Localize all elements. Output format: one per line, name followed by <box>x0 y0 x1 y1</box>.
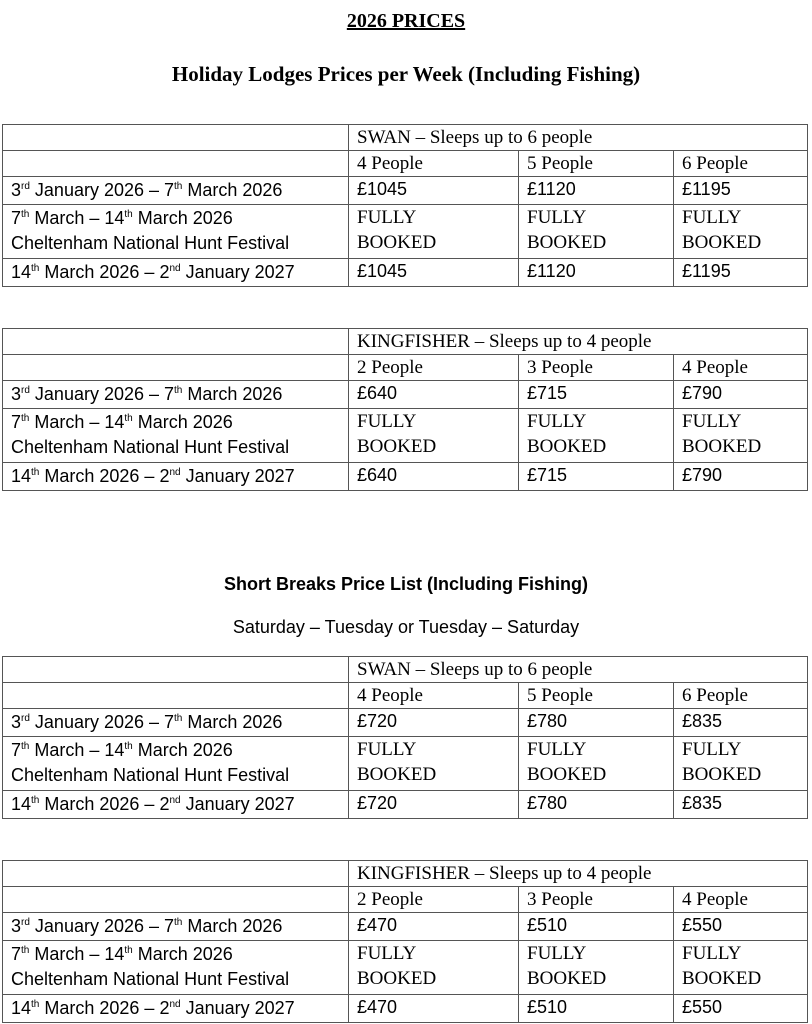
ordinal-suffix: th <box>124 945 133 956</box>
lodge-name: KINGFISHER – Sleeps up to 4 people <box>349 329 808 355</box>
fully-booked-cell: FULLY BOOKED <box>519 205 674 259</box>
column-header: 5 People <box>519 683 674 709</box>
period-text: March 2026 <box>182 712 283 732</box>
lodge-header-row <box>3 125 808 151</box>
period-text: January 2027 <box>180 466 295 486</box>
table-row <box>3 381 808 409</box>
period-text: 3 <box>11 916 22 936</box>
ordinal-suffix: th <box>21 209 30 220</box>
period-text: 3 <box>11 384 22 404</box>
price-cell: £510 <box>519 913 674 941</box>
period-text: January 2027 <box>180 794 295 814</box>
empty-cell <box>3 151 349 177</box>
period-text: January 2026 – 7 <box>29 180 175 200</box>
period-cell <box>3 791 349 819</box>
price-cell: £640 <box>349 381 519 409</box>
price-cell: £470 <box>349 913 519 941</box>
ordinal-suffix: th <box>21 413 30 424</box>
price-cell: £1045 <box>349 259 519 287</box>
ordinal-suffix: nd <box>169 263 181 274</box>
price-cell: £1120 <box>519 259 674 287</box>
price-cell: £550 <box>674 995 808 1023</box>
occupancy-header-row <box>3 151 808 177</box>
period-text: March 2026 <box>182 180 283 200</box>
table-row <box>3 259 808 287</box>
period-text: January 2026 – 7 <box>29 712 175 732</box>
lodge-name: SWAN – Sleeps up to 6 people <box>349 125 808 151</box>
empty-cell <box>3 683 349 709</box>
ordinal-suffix: rd <box>21 713 30 724</box>
weekly-prices-heading: Holiday Lodges Prices per Week (Including Fishing) <box>171 62 641 86</box>
empty-cell <box>3 861 349 887</box>
period-note: Cheltenham National Hunt Festival <box>11 233 290 253</box>
period-text: January 2027 <box>180 998 295 1018</box>
table-row <box>3 737 808 791</box>
period-text: 3 <box>11 180 22 200</box>
period-text: 3 <box>11 712 22 732</box>
empty-cell <box>3 125 349 151</box>
period-text: 7 <box>11 740 22 760</box>
lodge-name: SWAN – Sleeps up to 6 people <box>349 657 808 683</box>
period-text: March – 14 <box>29 208 125 228</box>
fully-booked-cell: FULLY BOOKED <box>519 737 674 791</box>
occupancy-header-row <box>3 887 808 913</box>
column-header: 4 People <box>349 151 519 177</box>
price-cell: £790 <box>674 381 808 409</box>
lodge-header-row <box>3 861 808 887</box>
page-title: 2026 PRICES <box>346 10 466 32</box>
ordinal-suffix: nd <box>169 467 181 478</box>
period-note: Cheltenham National Hunt Festival <box>11 765 290 785</box>
ordinal-suffix: th <box>124 413 133 424</box>
ordinal-suffix: th <box>21 741 30 752</box>
ordinal-suffix: th <box>174 917 183 928</box>
period-note: Cheltenham National Hunt Festival <box>11 969 290 989</box>
price-cell: £550 <box>674 913 808 941</box>
table-row <box>3 409 808 463</box>
fully-booked-cell: FULLY BOOKED <box>674 205 808 259</box>
price-cell: £1195 <box>674 259 808 287</box>
period-cell <box>3 381 349 409</box>
period-cell <box>3 995 349 1023</box>
ordinal-suffix: th <box>31 999 40 1010</box>
column-header: 4 People <box>349 683 519 709</box>
column-header: 6 People <box>674 151 808 177</box>
ordinal-suffix: th <box>174 181 183 192</box>
price-cell: £835 <box>674 791 808 819</box>
ordinal-suffix: th <box>31 467 40 478</box>
column-header: 5 People <box>519 151 674 177</box>
period-cell <box>3 709 349 737</box>
price-cell: £640 <box>349 463 519 491</box>
period-cell <box>3 737 349 791</box>
column-header: 2 People <box>349 887 519 913</box>
ordinal-suffix: rd <box>21 917 30 928</box>
occupancy-header-row <box>3 355 808 381</box>
period-text: 7 <box>11 208 22 228</box>
table-row <box>3 177 808 205</box>
period-text: March 2026 <box>182 384 283 404</box>
period-text: March – 14 <box>29 412 125 432</box>
period-text: 14 <box>11 466 32 486</box>
period-text: March 2026 – 2 <box>39 262 170 282</box>
weekly-swan-table <box>2 124 808 287</box>
period-cell <box>3 463 349 491</box>
period-text: 7 <box>11 412 22 432</box>
period-cell <box>3 177 349 205</box>
weekly-kingfisher-table <box>2 328 808 491</box>
short-breaks-kingfisher-table <box>2 860 808 1023</box>
price-cell: £790 <box>674 463 808 491</box>
period-text: January 2026 – 7 <box>29 916 175 936</box>
ordinal-suffix: th <box>124 209 133 220</box>
period-note: Cheltenham National Hunt Festival <box>11 437 290 457</box>
price-cell: £470 <box>349 995 519 1023</box>
fully-booked-cell: FULLY BOOKED <box>519 941 674 995</box>
price-cell: £1045 <box>349 177 519 205</box>
table-row <box>3 995 808 1023</box>
lodge-name: KINGFISHER – Sleeps up to 4 people <box>349 861 808 887</box>
ordinal-suffix: rd <box>21 181 30 192</box>
column-header: 4 People <box>674 887 808 913</box>
price-cell: £510 <box>519 995 674 1023</box>
fully-booked-cell: FULLY BOOKED <box>519 409 674 463</box>
empty-cell <box>3 355 349 381</box>
fully-booked-cell: FULLY BOOKED <box>674 737 808 791</box>
price-cell: £780 <box>519 709 674 737</box>
fully-booked-cell: FULLY BOOKED <box>349 409 519 463</box>
price-cell: £1195 <box>674 177 808 205</box>
price-cell: £835 <box>674 709 808 737</box>
ordinal-suffix: rd <box>21 385 30 396</box>
occupancy-header-row <box>3 683 808 709</box>
period-cell <box>3 205 349 259</box>
price-cell: £715 <box>519 381 674 409</box>
period-text: March 2026 – 2 <box>39 998 170 1018</box>
ordinal-suffix: th <box>21 945 30 956</box>
fully-booked-cell: FULLY BOOKED <box>349 205 519 259</box>
price-cell: £715 <box>519 463 674 491</box>
period-cell <box>3 941 349 995</box>
table-row <box>3 791 808 819</box>
ordinal-suffix: nd <box>169 999 181 1010</box>
column-header: 6 People <box>674 683 808 709</box>
fully-booked-cell: FULLY BOOKED <box>349 941 519 995</box>
lodge-header-row <box>3 329 808 355</box>
empty-cell <box>3 657 349 683</box>
empty-cell <box>3 329 349 355</box>
period-text: March 2026 <box>132 412 233 432</box>
period-text: March – 14 <box>29 740 125 760</box>
period-text: 7 <box>11 944 22 964</box>
ordinal-suffix: th <box>174 385 183 396</box>
column-header: 3 People <box>519 887 674 913</box>
short-breaks-heading: Short Breaks Price List (Including Fishing) <box>223 574 589 594</box>
column-header: 4 People <box>674 355 808 381</box>
period-text: March 2026 <box>182 916 283 936</box>
ordinal-suffix: th <box>174 713 183 724</box>
period-text: 14 <box>11 794 32 814</box>
table-row <box>3 205 808 259</box>
period-cell <box>3 259 349 287</box>
period-text: March – 14 <box>29 944 125 964</box>
ordinal-suffix: th <box>31 263 40 274</box>
ordinal-suffix: th <box>124 741 133 752</box>
period-text: January 2026 – 7 <box>29 384 175 404</box>
ordinal-suffix: th <box>31 795 40 806</box>
period-cell <box>3 409 349 463</box>
short-breaks-swan-table <box>2 656 808 819</box>
period-cell <box>3 913 349 941</box>
period-text: 14 <box>11 998 32 1018</box>
period-text: 14 <box>11 262 32 282</box>
period-text: March 2026 <box>132 208 233 228</box>
table-row <box>3 463 808 491</box>
price-cell: £780 <box>519 791 674 819</box>
table-row <box>3 913 808 941</box>
price-cell: £720 <box>349 791 519 819</box>
fully-booked-cell: FULLY BOOKED <box>674 409 808 463</box>
price-cell: £720 <box>349 709 519 737</box>
table-row <box>3 941 808 995</box>
fully-booked-cell: FULLY BOOKED <box>674 941 808 995</box>
period-text: March 2026 <box>132 944 233 964</box>
column-header: 3 People <box>519 355 674 381</box>
short-breaks-days: Saturday – Tuesday or Tuesday – Saturday <box>232 617 580 637</box>
period-text: March 2026 <box>132 740 233 760</box>
fully-booked-cell: FULLY BOOKED <box>349 737 519 791</box>
price-cell: £1120 <box>519 177 674 205</box>
table-row <box>3 709 808 737</box>
period-text: March 2026 – 2 <box>39 794 170 814</box>
column-header: 2 People <box>349 355 519 381</box>
empty-cell <box>3 887 349 913</box>
period-text: January 2027 <box>180 262 295 282</box>
lodge-header-row <box>3 657 808 683</box>
period-text: March 2026 – 2 <box>39 466 170 486</box>
ordinal-suffix: nd <box>169 795 181 806</box>
